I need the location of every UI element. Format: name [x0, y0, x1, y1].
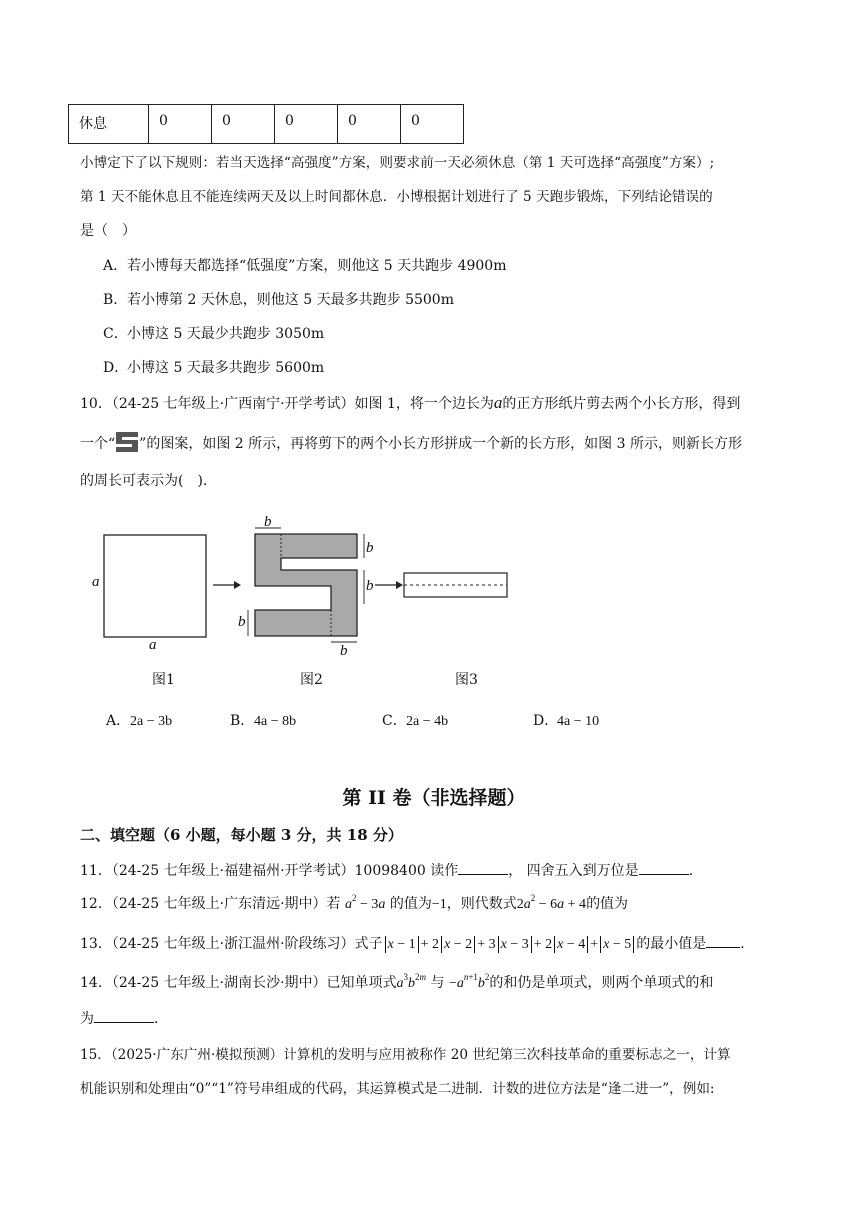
q10-option-b — [230, 711, 296, 732]
fig2-label-b: b — [366, 578, 374, 594]
q10-line-3: 的周长可表示为( ). — [80, 473, 208, 489]
q12-line — [80, 894, 628, 915]
answer-blank[interactable] — [458, 860, 508, 875]
figure-1-square — [88, 525, 238, 660]
fig2-label-b: b — [238, 614, 246, 630]
q12-text-2: 的值为 — [389, 896, 432, 912]
q12-expression: $a^2 - 3a$ — [344, 893, 386, 912]
table-row — [69, 105, 464, 144]
figure-3-rectangle — [402, 570, 512, 602]
q12-text-3: ，则代数式 — [446, 896, 517, 912]
fig2-label-b: b — [340, 643, 348, 659]
q14-monomial-1: $a^3b^{2m}$ — [396, 972, 427, 991]
figure-2-caption: 图2 — [300, 672, 323, 688]
q12-value: −1 — [431, 897, 447, 912]
fig2-label-b: b — [264, 514, 272, 530]
q13-expression: x − 1 + 2 x − 2 + 3 x − 3 + 2 x − 4 + x − 5 — [383, 937, 637, 952]
q11-text-1: 11．（24-25 七年级上·福建福州·开学考试）10098400 读作 — [80, 863, 459, 879]
q15-line-1: 15．（2025·广东广州·模拟预测）计算机的发明与应用被称作 20 世纪第三次科技革命的重要标志之一，计算 — [80, 1047, 731, 1063]
q14-monomial-2: $-a^{n+1}b^2$ — [448, 972, 490, 991]
q9-line-2: 第 1 天不能休息且不能连续两天及以上时间都休息．小博根据计划进行了 5 天跑步锻炼，下列结论错误的 — [80, 189, 713, 205]
q14-text-1: 14．（24-25 七年级上·湖南长沙·期中）已知单项式 — [80, 975, 397, 991]
q13-text-1: 13．（24-25 七年级上·浙江温州·阶段练习）式子 — [80, 936, 383, 952]
q14-text-4: 为 — [80, 1011, 94, 1027]
section-2-title: 二、填空题（6 小题，每小题 3 分，共 18 分） — [80, 826, 403, 844]
q10-option-c — [382, 711, 448, 732]
q11-text-2: ， 四舍五入到万位是 — [508, 863, 639, 879]
table-cell: 0 — [149, 105, 212, 144]
q14-text-2: 与 — [430, 975, 445, 991]
q14-line-1 — [80, 973, 713, 994]
q10-line-2 — [80, 432, 742, 454]
option-label: A． — [103, 258, 128, 274]
option-label: B． — [230, 713, 255, 729]
q10-var-a: a — [493, 393, 503, 412]
q14-line-2 — [80, 1008, 158, 1029]
answer-blank[interactable] — [639, 860, 689, 875]
q14-text-5: . — [154, 1011, 159, 1027]
q12-text-1: 12．（24-25 七年级上·广东清远·期中）若 — [80, 896, 341, 912]
table-cell: 0 — [275, 105, 338, 144]
option-text: 若小博每天都选择“低强度”方案，则他这 5 天共跑步 4900m — [127, 258, 507, 274]
option-text: 小博这 5 天最少共跑步 3050m — [127, 326, 325, 342]
figure-1-caption: 图1 — [152, 672, 175, 688]
q9-option-a — [103, 256, 506, 276]
q9-option-c — [103, 324, 324, 344]
q9-line-1: 小博定下了以下规则：若当天选择“高强度”方案，则要求前一天必须休息（第 1 天可选择“高强度”方案）; — [80, 155, 715, 171]
fig1-side-label: a — [92, 574, 100, 590]
q13-line — [80, 933, 745, 955]
rest-table — [68, 104, 464, 144]
fig2-label-b: b — [366, 540, 374, 556]
option-text: 4a − 10 — [557, 714, 600, 729]
table-cell: 0 — [401, 105, 464, 144]
q10-option-a — [106, 711, 172, 732]
table-row-label: 休息 — [69, 105, 149, 144]
table-cell: 0 — [338, 105, 401, 144]
option-text: 若小博第 2 天休息，则他这 5 天最多共跑步 5500m — [127, 292, 454, 308]
option-label: A． — [106, 713, 131, 729]
q9-option-d — [103, 358, 324, 378]
q13-text-2: 的最小值是 — [636, 936, 707, 952]
q10-suffix: 的正方形纸片剪去两个小长方形，得到 — [502, 396, 741, 412]
option-label: C． — [382, 713, 407, 729]
option-label: B． — [103, 292, 128, 308]
q10-line-1 — [80, 393, 740, 414]
part-2-heading: 第 II 卷（非选择题） — [342, 787, 526, 809]
option-text: 2a − 3b — [130, 714, 173, 729]
answer-blank[interactable] — [706, 933, 740, 948]
q13-text-3: . — [740, 936, 745, 952]
q12-expression-2: $2a^2 - 6a + 4$ — [516, 893, 587, 912]
figure-2-s-shape — [240, 518, 380, 663]
q14-text-3: 的和仍是单项式，则两个单项式的和 — [489, 975, 714, 991]
q15-line-2: 机能识别和处理由“0”“1”符号串组成的代码，其运算模式是二进制．计数的进位方法是“逢二进一”，例如: — [80, 1081, 715, 1097]
q10-option-d — [533, 711, 599, 732]
q9-option-b — [103, 290, 454, 310]
q11-line — [80, 860, 693, 881]
q11-text-3: . — [688, 863, 694, 879]
fig1-bottom-label: a — [149, 637, 157, 653]
q10-line2-a: 一个“ — [80, 436, 116, 452]
arrow-right-icon — [374, 578, 404, 592]
q9-line-3: 是（ ） — [80, 223, 136, 239]
option-text: 2a − 4b — [406, 714, 449, 729]
option-label: D． — [533, 713, 559, 729]
q12-text-4: 的值为 — [586, 896, 629, 912]
arrow-right-icon — [212, 578, 242, 592]
s-shape-icon — [116, 432, 138, 452]
option-label: D． — [103, 360, 129, 376]
figure-3-caption: 图3 — [455, 672, 478, 688]
q10-line2-b: ”的图案，如图 2 所示，再将剪下的两个小长方形拼成一个新的长方形，如图 3 所示，则新长方形 — [139, 436, 742, 452]
answer-blank[interactable] — [94, 1008, 154, 1023]
table-cell: 0 — [212, 105, 275, 144]
option-label: C． — [103, 326, 128, 342]
option-text: 4a − 8b — [254, 714, 297, 729]
option-text: 小博这 5 天最多共跑步 5600m — [127, 360, 325, 376]
q10-prefix: 10．（24-25 七年级上·广西南宁·开学考试）如图 1，将一个边长为 — [80, 396, 494, 412]
